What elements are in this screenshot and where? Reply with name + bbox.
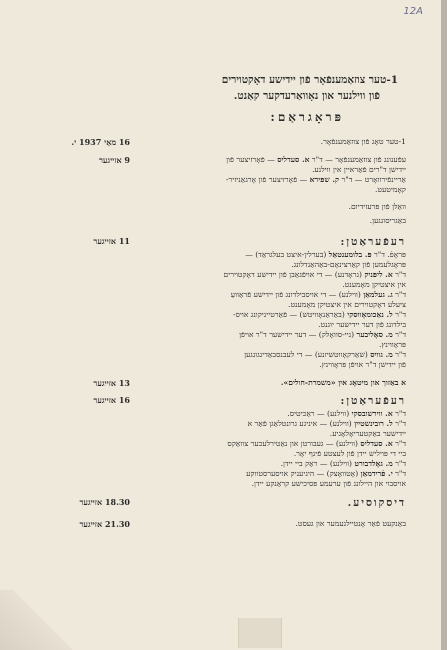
emphasis-text: מ. סאָליבער: [356, 330, 393, 340]
emphasis-text: ק. שפּירא: [309, 175, 340, 185]
program-entry-body: [130, 137, 406, 147]
line-text: ד"ר: [392, 409, 406, 419]
emphasis-text: א באַזוך און מיטאָג אין «משמרת-חולים».: [280, 378, 406, 388]
line-text: ד"ר: [392, 469, 406, 479]
line-text: ד"ר: [392, 350, 406, 360]
line-text: (ווילנע) — די אויסבילדונג פֿון יידישע פֿראַוועַ: [230, 290, 364, 300]
emphasis-text: א. ווירשובסקי: [351, 409, 393, 419]
program-time: 16 אזייגער: [93, 395, 130, 406]
line-text: ד"ר: [392, 290, 406, 300]
program-line: [130, 137, 406, 147]
line-text: פּראָגלעמען פֿון קאַרצינאָם-באַהאַנדלונג.: [291, 259, 406, 269]
line-text: ד"ר: [392, 459, 406, 469]
line-text: יידישן ד"רים פֿאַראיין אין ווילנע.: [311, 165, 406, 175]
line-text: (שאַרקאָווטשיזנע) — די לעבנסבאַדינגונגען: [244, 350, 371, 360]
program-line: [130, 469, 406, 479]
line-text: (באַראַנאָוויטש) — פֿאַרטייניקונג אויס-: [233, 310, 348, 320]
program-line: [130, 449, 406, 459]
page-number: 12A: [403, 6, 423, 17]
program-line: [130, 350, 406, 360]
emphasis-text: ג. געלמאַן: [363, 290, 393, 300]
program-entry: [86, 378, 406, 388]
line-text: בילדונג פֿון דער יידישער יוגנט.: [318, 320, 406, 330]
emphasis-text: מ. גאָלדבורט: [354, 459, 393, 469]
program-time: 11 אזייגער: [93, 236, 130, 247]
emphasis-text: ל. נאַכומאָווסקי: [347, 310, 393, 320]
emphasis-text: רעפֿעראַטן:: [340, 395, 406, 408]
program-line: [130, 330, 406, 340]
line-text: ציעלע דאָקטוירים אין איצטיקן מאָמענט.: [288, 300, 406, 310]
program-entry: [79, 519, 406, 530]
program-line: [130, 409, 406, 419]
line-text: (בערלין-איצט בעלגראַד) —: [245, 249, 329, 259]
program-line: [130, 395, 406, 409]
line-text: ביי די פּויליש יידן פֿון לעצטע פֿינף יאָר.: [293, 449, 406, 459]
program-line: [130, 216, 406, 226]
line-text: וואַלן פֿון פּרעזידיום.: [348, 202, 406, 212]
program-entry-body: [130, 519, 406, 529]
program-entry-body: [130, 378, 406, 388]
program-line: [130, 250, 406, 260]
program-entry-body: [130, 155, 406, 226]
program-line: [130, 479, 406, 489]
line-text: ד"ר: [392, 330, 406, 340]
line-text: אויסבוי און היילונג פֿון ערעמע פּסיכישע קראַנקע יידן.: [251, 479, 406, 489]
emphasis-text: דיסקוסיע.: [347, 497, 406, 510]
header-line-1: 1-טער צוזאַמענפֿאָר פֿון יידישע דאָקטוירים: [221, 74, 398, 86]
emphasis-text: א. סעדליס: [277, 155, 310, 165]
program-time: 18.30 אזייגער: [79, 497, 130, 508]
emphasis-text: פּ. בלומענטאַל: [328, 249, 372, 259]
program-time: 9 אזייגער: [98, 155, 130, 166]
emphasis-text: רעפֿעראַטן:: [340, 236, 406, 249]
program-line: [130, 419, 406, 429]
program-entry: [71, 137, 406, 147]
line-text: — פֿאָרזיצער פֿון: [226, 155, 278, 165]
line-text: פּראָווינץ.: [379, 340, 406, 350]
page-title: פּראָגראַם:: [270, 110, 344, 124]
program-entry: [79, 497, 406, 511]
line-text: (ווילנע) — ראַכיטיס.: [287, 409, 352, 419]
program-line: [130, 429, 406, 439]
tape-strip: [238, 618, 282, 648]
line-text: באַנקעט פֿאַר אָנטיילנעמער און געסט.: [295, 519, 406, 529]
program-entry-body: [130, 497, 406, 511]
program-line: [130, 300, 406, 310]
program-time: 21.30 אזייגער: [79, 519, 130, 530]
program-line: [130, 340, 406, 350]
program-line: [130, 360, 406, 370]
emphasis-text: א. ליפּניק: [364, 270, 393, 279]
program-time: 13 אזייגער: [93, 378, 130, 389]
program-line: [130, 270, 406, 280]
program-entry: [86, 236, 406, 370]
program-line: [130, 290, 406, 300]
program-line: [130, 202, 406, 212]
program-line: [130, 310, 406, 320]
line-text: פּראָפֿ. ד"ר: [371, 249, 406, 259]
program-line: [130, 378, 406, 388]
program-line: [130, 519, 406, 529]
program-line: [130, 155, 406, 165]
header-line-2: פֿון ווילנער און נאָוואַרעדקער קאַנט.: [233, 90, 380, 102]
program-entry-body: [130, 395, 406, 489]
line-text: ד"ר: [392, 310, 406, 320]
line-text: (ניי-סוואָלק) — דער יידישער ד"ר אויפֿן: [239, 330, 357, 340]
program-entry-body: [130, 236, 406, 370]
line-text: ד"ר: [392, 419, 406, 429]
line-text: עפֿענונג פֿון צוזאַמענפֿאָר — ד"ר: [309, 155, 406, 165]
program-entry: [86, 155, 406, 226]
program-line: [130, 175, 406, 185]
line-text: (ווילנע) — ראַק ביי יידן.: [280, 459, 355, 469]
line-text: ד"ר: [392, 270, 406, 279]
program-line: [130, 165, 406, 175]
program-time: 16 מאַי 1937 י.: [71, 137, 130, 147]
program-line: [130, 185, 406, 195]
program-line: [130, 320, 406, 330]
emphasis-text: מ. גוויס: [370, 350, 393, 360]
line-text: (ווילנע) — איניגע גרונטלאַגן פֿאַר א: [247, 419, 355, 429]
program-line: [130, 280, 406, 290]
line-text: 1-טער טאָג פֿון צוזאַמענפֿאָר.: [320, 137, 406, 146]
emphasis-text: י. פֿרידמאַן: [360, 469, 393, 479]
program-line: [130, 497, 406, 511]
line-text: פֿון יידישן ד"ר אויפֿן פּראָווינץ.: [319, 360, 406, 370]
program-line: [130, 236, 406, 250]
line-text: יידישער באַקטעריאָלאָגיע.: [329, 429, 406, 439]
emphasis-text: א. סעדליס: [360, 439, 393, 449]
line-text: (אָטוואָצק) — היגיעניק אויסערסטווקע: [246, 469, 361, 479]
folded-corner: [0, 590, 72, 650]
line-text: (גראָדנע) — די אויפֿגאַבן פֿון יידישע דאָקטוירים: [223, 270, 365, 279]
line-text: אין איצטיקן מאָמענט.: [342, 280, 406, 290]
background-strip: [441, 0, 447, 650]
program-line: [130, 459, 406, 469]
program-line: [130, 260, 406, 270]
program-list: [71, 137, 406, 530]
line-text: אַריינפֿירוואָרט — ד"ר: [339, 175, 406, 185]
line-text: באַגריסונגען.: [369, 216, 406, 226]
emphasis-text: ל. רובינשטיין: [354, 419, 393, 429]
line-text: — פֿאָרזיצער פֿון אָרגאַניזיר-: [225, 175, 310, 185]
program-entry: [86, 395, 406, 489]
program-line: [130, 439, 406, 449]
line-text: ד"ר: [392, 439, 406, 449]
line-text: קאָמיטעט.: [375, 185, 406, 195]
program-content: [71, 74, 406, 530]
line-text: (ווילנע) — געבורטן און נאַטירלעכער צוואַקס: [227, 439, 361, 449]
